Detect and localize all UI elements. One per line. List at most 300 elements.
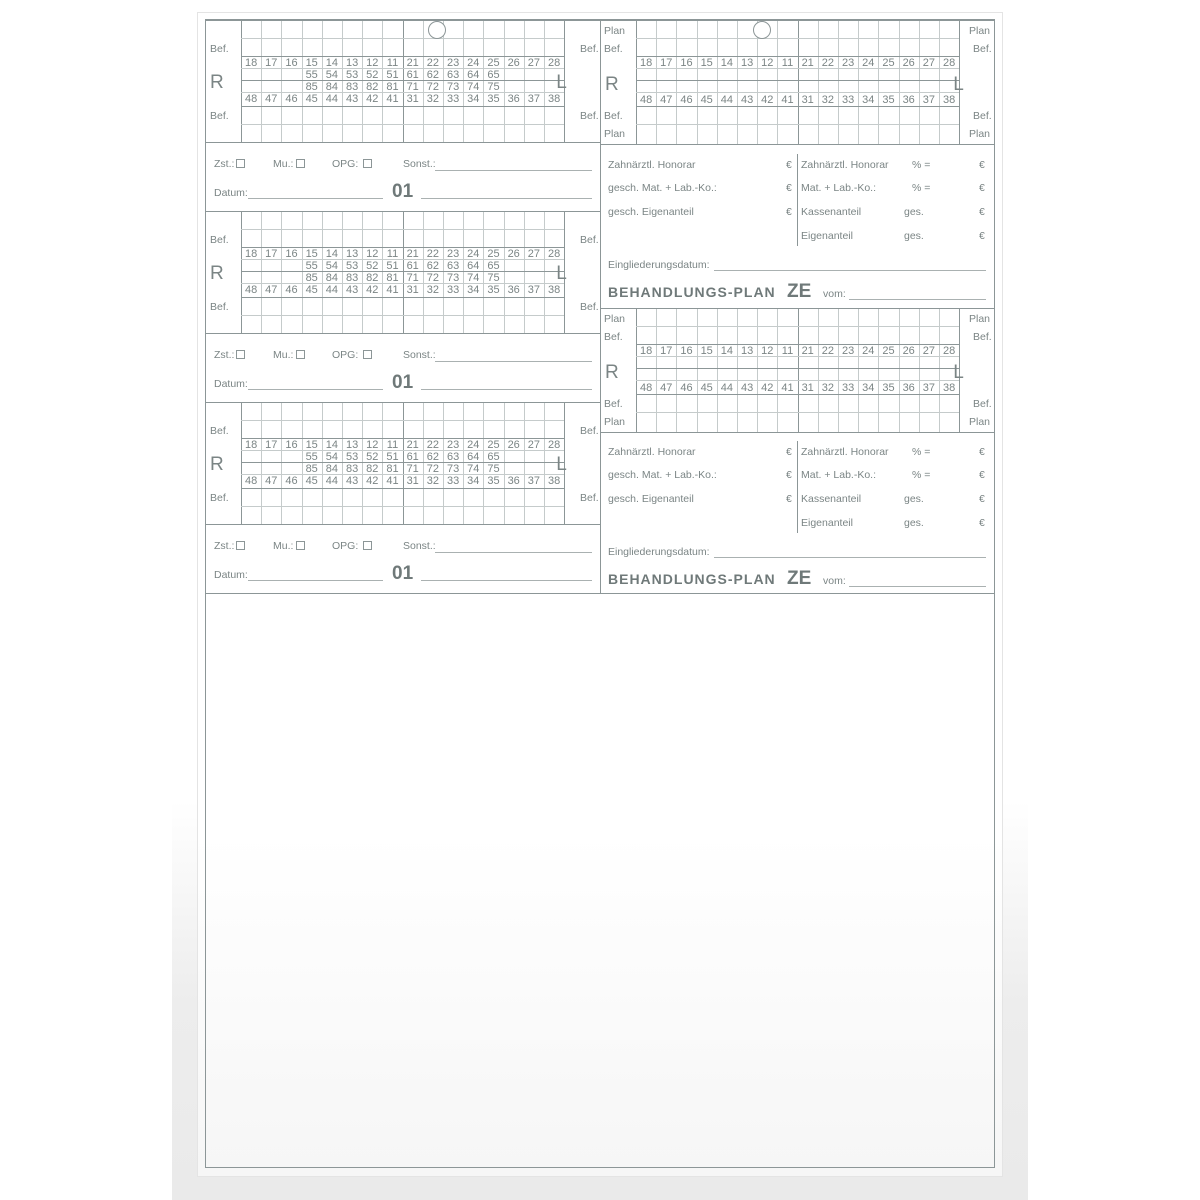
tooth-number: 48 — [244, 284, 258, 296]
datum-label: Datum: — [214, 187, 248, 199]
tooth-number: 31 — [801, 94, 814, 106]
tooth-number: 32 — [821, 382, 835, 394]
tooth-number: 22 — [426, 439, 440, 451]
sonst-label: Sonst.: — [403, 158, 436, 170]
tooth-number: 44 — [325, 475, 339, 487]
bef-label: Bef. — [604, 398, 623, 410]
plan-label: Plan — [604, 128, 626, 140]
tooth-number: 31 — [406, 284, 419, 296]
tooth-number: 48 — [244, 475, 258, 487]
exam-code: 01 — [392, 181, 414, 202]
chart-row-line — [241, 506, 564, 507]
tooth-number: 12 — [366, 439, 379, 451]
datum-label: Datum: — [214, 378, 248, 390]
eingliederung-label: Eingliederungsdatum: — [608, 259, 710, 271]
tooth-number: 62 — [426, 451, 440, 463]
euro-sign: € — [979, 469, 985, 481]
vom-label: vom: — [823, 575, 846, 587]
tooth-number: 54 — [325, 451, 339, 463]
bef-label: Bef. — [580, 492, 599, 504]
tooth-number: 84 — [325, 463, 339, 475]
tooth-number: 42 — [761, 382, 774, 394]
tooth-number: 15 — [305, 439, 318, 451]
tooth-number: 35 — [487, 284, 500, 296]
tooth-number: 43 — [345, 93, 359, 105]
gesch-mat-label: gesch. Mat. + Lab.-Ko.: — [608, 469, 717, 481]
datum-field[interactable] — [248, 389, 383, 390]
plan-label: Plan — [604, 416, 626, 428]
bef-label: Bef. — [973, 110, 992, 122]
tooth-number: 74 — [467, 463, 480, 475]
honorar2-label: Zahnärztl. Honorar — [801, 446, 889, 458]
tooth-number: 37 — [527, 475, 541, 487]
exam-code: 01 — [392, 372, 414, 393]
tooth-number: 55 — [305, 260, 318, 272]
tooth-number: 37 — [527, 284, 541, 296]
tooth-number: 84 — [325, 272, 339, 284]
tooth-number: 42 — [366, 475, 379, 487]
mu-checkbox[interactable] — [296, 350, 305, 359]
form-bottom-border — [206, 593, 995, 594]
ze-label: ZE — [787, 281, 812, 302]
tooth-number: 11 — [781, 57, 794, 69]
tooth-number: 47 — [265, 93, 278, 105]
tooth-number: 61 — [406, 69, 419, 81]
tooth-number: 81 — [386, 463, 399, 475]
euro-sign: € — [786, 493, 792, 505]
tooth-number: 21 — [406, 248, 419, 260]
mu-label: Mu.: — [273, 158, 294, 170]
chart-row-line — [241, 488, 564, 489]
tooth-number: 44 — [325, 93, 339, 105]
eigenanteil-label: Eigenanteil — [801, 517, 853, 529]
tooth-number: 47 — [660, 94, 673, 106]
tooth-number: 34 — [467, 93, 480, 105]
datum-field[interactable] — [248, 580, 383, 581]
tooth-number: 46 — [285, 93, 298, 105]
tooth-number: 42 — [366, 284, 379, 296]
tooth-number: 72 — [426, 272, 440, 284]
tooth-number: 44 — [325, 284, 339, 296]
tooth-number: 53 — [345, 451, 359, 463]
tooth-number: 15 — [700, 345, 713, 357]
tooth-number: 33 — [446, 284, 460, 296]
tooth-number: 12 — [761, 345, 774, 357]
euro-sign: € — [979, 230, 985, 242]
tooth-number: 22 — [821, 345, 835, 357]
tooth-number: 71 — [406, 463, 419, 475]
vom-field[interactable] — [849, 299, 986, 300]
section-border — [601, 308, 995, 309]
tooth-number: 75 — [487, 81, 500, 93]
left-side-label: L — [953, 362, 964, 383]
tooth-number: 37 — [922, 382, 936, 394]
plan-divider — [797, 441, 798, 533]
tooth-number: 32 — [426, 93, 440, 105]
tooth-number: 24 — [862, 345, 875, 357]
bef-label: Bef. — [210, 492, 229, 504]
tooth-number: 28 — [942, 57, 956, 69]
sonst-field[interactable] — [435, 552, 592, 553]
tooth-number: 63 — [446, 260, 460, 272]
chart-row-line — [636, 124, 959, 125]
tooth-number: 34 — [467, 475, 480, 487]
bef-label: Bef. — [210, 301, 229, 313]
zst-label: Zst.: — [214, 349, 235, 361]
bef-label: Bef. — [580, 425, 599, 437]
left-side-label: L — [953, 74, 964, 95]
tooth-number: 28 — [547, 439, 561, 451]
tooth-number: 44 — [720, 382, 734, 394]
tooth-number: 53 — [345, 260, 359, 272]
opg-label: OPG: — [332, 540, 359, 552]
tooth-number: 32 — [426, 475, 440, 487]
tooth-number: 45 — [700, 382, 713, 394]
jaw-separator — [636, 80, 959, 81]
mat-label: Mat. + Lab.-Ko.: — [801, 469, 876, 481]
vom-field[interactable] — [849, 586, 986, 587]
tooth-number: 13 — [740, 57, 754, 69]
plan-divider — [797, 154, 798, 246]
notes-field[interactable] — [421, 389, 592, 390]
tooth-number: 71 — [406, 81, 419, 93]
tooth-number: 18 — [244, 57, 258, 69]
tooth-number: 65 — [487, 260, 500, 272]
tooth-number: 27 — [527, 57, 541, 69]
tooth-number: 83 — [345, 81, 359, 93]
punch-hole — [753, 21, 771, 39]
tooth-number: 81 — [386, 81, 399, 93]
tooth-number: 37 — [527, 93, 541, 105]
bef-label: Bef. — [210, 43, 229, 55]
plan-label: Plan — [969, 313, 991, 325]
section-border — [206, 211, 600, 212]
tooth-number: 17 — [265, 57, 278, 69]
tooth-number: 28 — [547, 57, 561, 69]
tooth-number: 18 — [244, 248, 258, 260]
tooth-number: 51 — [386, 260, 399, 272]
tooth-number: 65 — [487, 69, 500, 81]
honorar-label: Zahnärztl. Honorar — [608, 159, 696, 171]
percent-label: % = — [912, 159, 931, 171]
chart-row-line — [241, 38, 564, 39]
tooth-number: 47 — [660, 382, 673, 394]
tooth-number: 71 — [406, 272, 419, 284]
percent-label: % = — [912, 469, 931, 481]
tooth-number: 82 — [366, 272, 379, 284]
sonst-field[interactable] — [435, 361, 592, 362]
ges-label: ges. — [904, 493, 924, 505]
punch-hole — [428, 21, 446, 39]
tooth-number: 45 — [305, 284, 318, 296]
tooth-number: 83 — [345, 463, 359, 475]
tooth-number: 23 — [841, 57, 855, 69]
gesch-mat-label: gesch. Mat. + Lab.-Ko.: — [608, 182, 717, 194]
tooth-number: 75 — [487, 272, 500, 284]
tooth-number: 46 — [285, 284, 298, 296]
tooth-number: 13 — [345, 57, 359, 69]
tooth-number: 72 — [426, 81, 440, 93]
zst-label: Zst.: — [214, 158, 235, 170]
tooth-number: 27 — [922, 345, 936, 357]
section-border — [206, 524, 600, 525]
zst-checkbox[interactable] — [236, 159, 245, 168]
left-side-label: L — [556, 454, 567, 475]
sonst-label: Sonst.: — [403, 349, 436, 361]
honorar2-label: Zahnärztl. Honorar — [801, 159, 889, 171]
tooth-number: 41 — [781, 94, 794, 106]
percent-label: % = — [912, 182, 931, 194]
tooth-number: 14 — [720, 345, 734, 357]
tooth-number: 26 — [902, 57, 915, 69]
tooth-number: 54 — [325, 260, 339, 272]
tooth-number: 47 — [265, 475, 278, 487]
bef-label: Bef. — [580, 43, 599, 55]
tooth-number: 31 — [801, 382, 814, 394]
tooth-number: 21 — [406, 439, 419, 451]
chart-row-line — [636, 394, 959, 395]
tooth-number: 34 — [862, 94, 875, 106]
tooth-number: 36 — [507, 284, 520, 296]
euro-sign: € — [786, 469, 792, 481]
tooth-number: 17 — [265, 248, 278, 260]
tooth-number: 82 — [366, 81, 379, 93]
tooth-number: 25 — [882, 345, 895, 357]
mu-checkbox[interactable] — [296, 159, 305, 168]
tooth-number: 43 — [345, 284, 359, 296]
tooth-number: 25 — [882, 57, 895, 69]
jaw-separator — [241, 80, 564, 81]
euro-sign: € — [979, 446, 985, 458]
tooth-number: 32 — [821, 94, 835, 106]
tooth-number: 51 — [386, 69, 399, 81]
tooth-number: 31 — [406, 93, 419, 105]
notes-field[interactable] — [421, 580, 592, 581]
euro-sign: € — [786, 182, 792, 194]
tooth-number: 64 — [467, 451, 480, 463]
tooth-number: 13 — [345, 439, 359, 451]
tooth-number: 65 — [487, 451, 500, 463]
tooth-number: 46 — [680, 94, 693, 106]
zst-checkbox[interactable] — [236, 350, 245, 359]
tooth-number: 74 — [467, 81, 480, 93]
tooth-number: 61 — [406, 451, 419, 463]
tooth-number: 55 — [305, 69, 318, 81]
tooth-number: 13 — [740, 345, 754, 357]
chart-row-line — [241, 420, 564, 421]
tooth-number: 63 — [446, 451, 460, 463]
tooth-number: 38 — [547, 475, 561, 487]
tooth-number: 18 — [639, 57, 653, 69]
bef-label: Bef. — [580, 301, 599, 313]
tooth-number: 41 — [781, 382, 794, 394]
tooth-number: 51 — [386, 451, 399, 463]
opg-checkbox[interactable] — [363, 350, 372, 359]
tooth-number: 17 — [660, 345, 673, 357]
tooth-number: 12 — [366, 248, 379, 260]
tooth-number: 16 — [285, 57, 298, 69]
tooth-number: 14 — [325, 57, 339, 69]
chart-row-line — [241, 106, 564, 107]
tooth-number: 16 — [285, 439, 298, 451]
tooth-number: 28 — [547, 248, 561, 260]
tooth-number: 35 — [882, 94, 895, 106]
tooth-number: 35 — [882, 382, 895, 394]
tooth-number: 27 — [527, 439, 541, 451]
zst-label: Zst.: — [214, 540, 235, 552]
tooth-number: 35 — [487, 475, 500, 487]
tooth-number: 26 — [507, 248, 520, 260]
tooth-number: 81 — [386, 272, 399, 284]
tooth-number: 74 — [467, 272, 480, 284]
exam-code: 01 — [392, 563, 414, 584]
tooth-number: 45 — [305, 475, 318, 487]
tooth-number: 27 — [922, 57, 936, 69]
chart-row-line — [636, 106, 959, 107]
tooth-number: 23 — [841, 345, 855, 357]
tooth-number: 34 — [467, 284, 480, 296]
tooth-number: 28 — [942, 345, 956, 357]
eingliederung-field[interactable] — [714, 270, 986, 271]
chart-row-line — [241, 229, 564, 230]
bef-label: Bef. — [580, 110, 599, 122]
tooth-number: 31 — [406, 475, 419, 487]
plan-label: Plan — [969, 128, 991, 140]
tooth-number: 52 — [366, 69, 379, 81]
opg-checkbox[interactable] — [363, 541, 372, 550]
eigenanteil-label: Eigenanteil — [801, 230, 853, 242]
tooth-number: 16 — [285, 248, 298, 260]
tooth-number: 45 — [700, 94, 713, 106]
section-border — [206, 20, 600, 21]
tooth-number: 52 — [366, 260, 379, 272]
tooth-number: 54 — [325, 69, 339, 81]
tooth-number: 37 — [922, 94, 936, 106]
column-divider — [600, 20, 601, 593]
tooth-number: 43 — [345, 475, 359, 487]
tooth-number: 26 — [507, 439, 520, 451]
tooth-number: 41 — [386, 475, 399, 487]
bef-label: Bef. — [604, 331, 623, 343]
euro-sign: € — [979, 493, 985, 505]
tooth-number: 13 — [345, 248, 359, 260]
plan-title: BEHANDLUNGS-PLAN — [608, 571, 776, 587]
tooth-number: 21 — [801, 345, 814, 357]
tooth-number: 18 — [639, 345, 653, 357]
euro-sign: € — [979, 159, 985, 171]
tooth-number: 64 — [467, 69, 480, 81]
left-side-label: L — [556, 72, 567, 93]
ges-label: ges. — [904, 206, 924, 218]
tooth-number: 36 — [902, 382, 915, 394]
notes-field[interactable] — [421, 198, 592, 199]
tooth-number: 24 — [862, 57, 875, 69]
euro-sign: € — [786, 159, 792, 171]
tooth-number: 23 — [446, 57, 460, 69]
opg-label: OPG: — [332, 349, 359, 361]
opg-checkbox[interactable] — [363, 159, 372, 168]
tooth-number: 48 — [639, 382, 653, 394]
tooth-number: 44 — [720, 94, 734, 106]
tooth-number: 15 — [305, 248, 318, 260]
chart-row-line — [636, 92, 959, 93]
plan-label: Plan — [604, 25, 626, 37]
tooth-number: 35 — [487, 93, 500, 105]
eingliederung-label: Eingliederungsdatum: — [608, 546, 710, 558]
kassenanteil-label: Kassenanteil — [801, 206, 862, 218]
jaw-separator — [636, 368, 959, 369]
tooth-number: 48 — [639, 94, 653, 106]
opg-label: OPG: — [332, 158, 359, 170]
chart-row-line — [636, 412, 959, 413]
sonst-field[interactable] — [435, 170, 592, 171]
tooth-number: 25 — [487, 439, 500, 451]
tooth-number: 21 — [801, 57, 814, 69]
tooth-number: 46 — [285, 475, 298, 487]
percent-label: % = — [912, 446, 931, 458]
tooth-number: 42 — [761, 94, 774, 106]
tooth-number: 83 — [345, 272, 359, 284]
section-border — [206, 333, 600, 334]
euro-sign: € — [786, 206, 792, 218]
tooth-number: 27 — [527, 248, 541, 260]
tooth-number: 85 — [305, 463, 318, 475]
mu-label: Mu.: — [273, 349, 294, 361]
tooth-number: 24 — [467, 439, 480, 451]
right-side-label: R — [605, 362, 619, 383]
chart-row-line — [636, 380, 959, 381]
ges-label: ges. — [904, 517, 924, 529]
tooth-number: 18 — [244, 439, 258, 451]
tooth-number: 46 — [680, 382, 693, 394]
tooth-number: 43 — [740, 382, 754, 394]
right-side-label: R — [210, 72, 224, 93]
tooth-number: 22 — [426, 248, 440, 260]
mu-checkbox[interactable] — [296, 541, 305, 550]
section-border — [601, 432, 995, 433]
tooth-number: 72 — [426, 463, 440, 475]
chart-row-line — [636, 326, 959, 327]
tooth-number: 22 — [426, 57, 440, 69]
tooth-number: 17 — [660, 57, 673, 69]
tooth-number: 55 — [305, 451, 318, 463]
euro-sign: € — [979, 517, 985, 529]
tooth-number: 48 — [244, 93, 258, 105]
tooth-number: 41 — [386, 93, 399, 105]
euro-sign: € — [979, 206, 985, 218]
tooth-number: 16 — [680, 57, 693, 69]
tooth-number: 38 — [547, 93, 561, 105]
zst-checkbox[interactable] — [236, 541, 245, 550]
tooth-number: 32 — [426, 284, 440, 296]
bef-label: Bef. — [973, 43, 992, 55]
ze-label: ZE — [787, 568, 812, 589]
tooth-number: 85 — [305, 272, 318, 284]
chart-row-line — [241, 124, 564, 125]
tooth-number: 14 — [325, 439, 339, 451]
tooth-number: 52 — [366, 451, 379, 463]
datum-label: Datum: — [214, 569, 248, 581]
eingliederung-field[interactable] — [714, 557, 986, 558]
section-border — [601, 144, 995, 145]
datum-field[interactable] — [248, 198, 383, 199]
tooth-number: 22 — [821, 57, 835, 69]
tooth-number: 16 — [680, 345, 693, 357]
tooth-number: 33 — [841, 94, 855, 106]
euro-sign: € — [786, 446, 792, 458]
tooth-number: 12 — [761, 57, 774, 69]
tooth-number: 45 — [305, 93, 318, 105]
